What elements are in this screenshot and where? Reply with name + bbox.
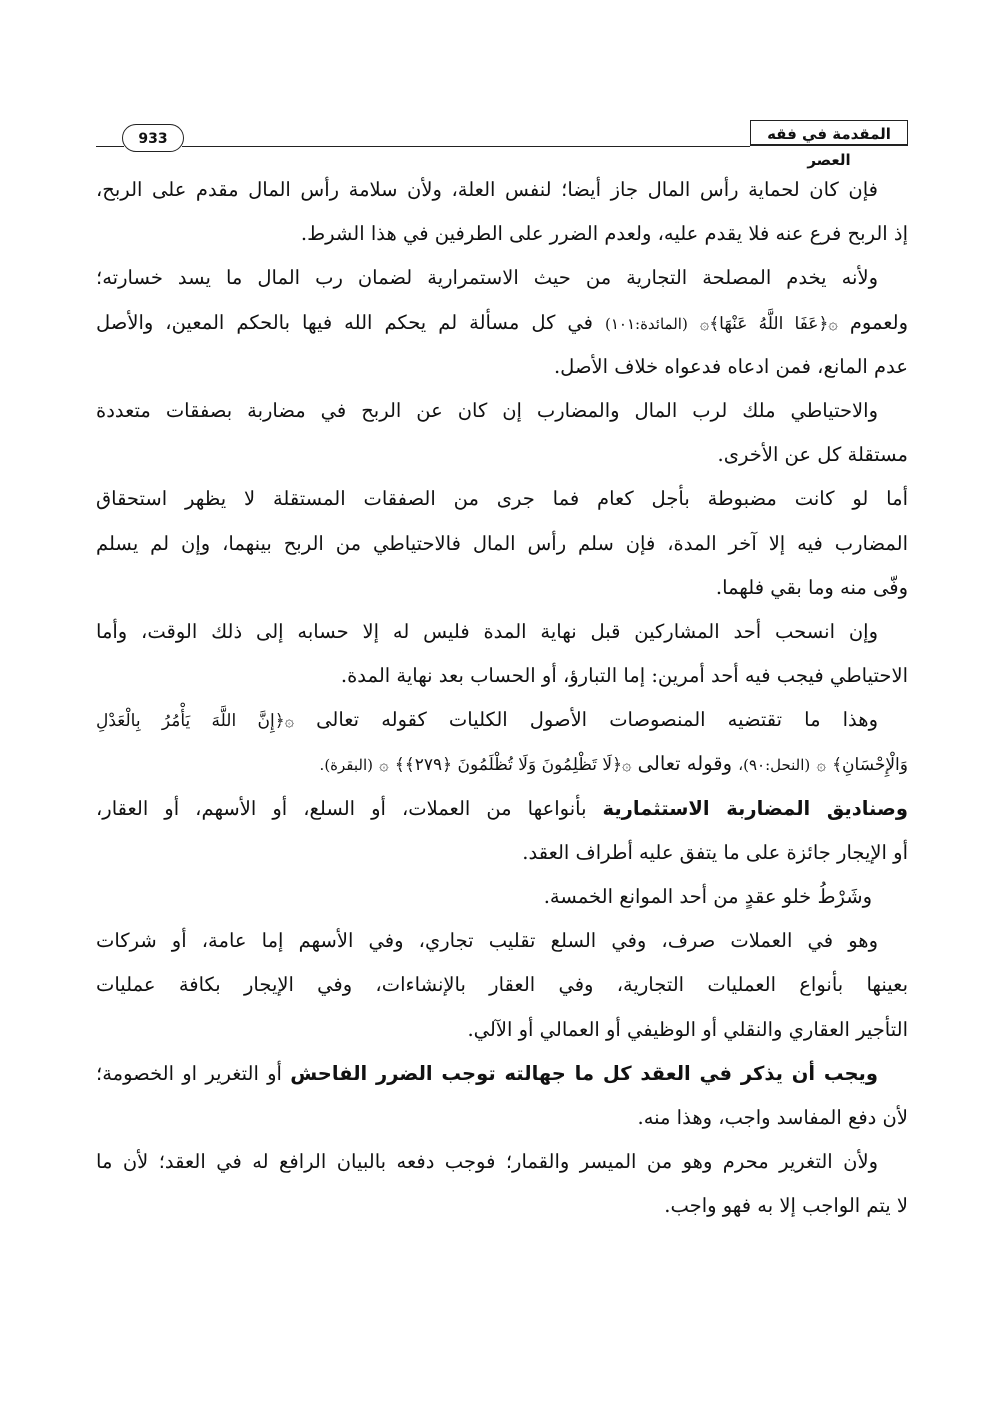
text-line: التأجير العقاري والنقلي أو الوظيفي أو العمالي أو الآلي. xyxy=(467,1017,908,1041)
ornament-icon: ۞ xyxy=(284,711,295,731)
paragraph-6 xyxy=(96,698,908,786)
text-line: وإن انسحب أحد المشاركين قبل نهاية المدة فليس له إلا حسابه إلى ذلك الوقت، وأما xyxy=(96,619,878,643)
text-line xyxy=(96,301,908,345)
body-text xyxy=(96,168,908,1229)
text-line xyxy=(96,698,908,742)
quran-quote: ﴿لَا تَظْلِمُونَ وَلَا تُظْلَمُونَ ﴿٢٧٩﴾﴾ xyxy=(394,755,623,776)
text-line: والاحتياطي ملك لرب المال والمضارب إن كان عن الربح في مضاربة بصفقات متعددة xyxy=(96,398,878,422)
paragraph-4 xyxy=(96,477,908,610)
running-header-title: المقدمة في فقه العصر xyxy=(750,120,908,146)
text-line: المضارب فيه إلا آخر المدة، فإن سلم رأس المال فالاحتياطي من الربح بينهما، وإن لم يسلم xyxy=(96,531,908,555)
text-line: إذ الربح فرع عنه فلا يقدم عليه، ولعدم الضرر على الطرفين في هذا الشرط. xyxy=(300,222,908,246)
text-line: مستقلة كل عن الأخرى. xyxy=(717,443,908,467)
text-run: ولعموم xyxy=(849,310,908,334)
text-run: وهذا ما تقتضيه المنصوصات الأصول الكليات كقوله تعالى xyxy=(316,708,878,732)
ornament-icon: ۞ xyxy=(816,755,826,775)
quran-quote: ﴿إِنَّ اللَّهَ يَأْمُرُ بِالْعَدْلِ xyxy=(96,711,285,732)
text-line: وفّى منه وما بقي فلهما. xyxy=(715,575,908,599)
text-line: أما لو كانت مضبوطة بأجل كعام فما جرى من الصفقات المستقلة لا يظهر استحقاق xyxy=(96,487,908,511)
text-line: بعينها بأنواع العمليات التجارية، وفي العقار بالإنشاءات، وفي الإيجار بكافة عمليات xyxy=(96,973,908,997)
paragraph-5 xyxy=(96,610,908,698)
ornament-icon: ۞ xyxy=(699,313,710,333)
text-line: أو الإيجار جائزة على ما يتفق عليه أطراف العقد. xyxy=(522,840,908,864)
text-line xyxy=(96,742,908,786)
ornament-icon: ۞ xyxy=(622,755,632,775)
text-run: وقوله تعالى xyxy=(637,752,733,776)
text-run: بأنواعها من العملات، أو السلع، أو الأسهم، أو العقار، xyxy=(96,796,587,820)
paragraph-10 xyxy=(96,1052,908,1140)
text-line: عدم المانع، فمن ادعاه فدعواه خلاف الأصل. xyxy=(553,354,908,378)
paragraph-8 xyxy=(96,875,908,919)
verse-reference: (المائدة:١٠١) xyxy=(604,314,688,333)
paragraph-7 xyxy=(96,787,908,875)
header-rule-left xyxy=(96,146,124,147)
text-line: ولأنه يخدم المصلحة التجارية من حيث الاستمرارية لضمان رب المال ما يسد خسارته؛ xyxy=(96,266,878,290)
paragraph-11 xyxy=(96,1140,908,1228)
text-line: الاحتياطي فيجب فيه أحد أمرين: إما التبارؤ، أو الحساب بعد نهاية المدة. xyxy=(340,664,908,688)
text-line: فإن كان لحماية رأس المال جاز أيضا؛ لنفس العلة، ولأن سلامة رأس المال مقدم على الربح، xyxy=(96,178,878,201)
paragraph-2 xyxy=(96,256,908,389)
text-run: أو التغرير او الخصومة؛ xyxy=(96,1061,282,1085)
text-line: لأن دفع المفاسد واجب، وهذا منه. xyxy=(637,1105,908,1129)
bold-heading: وصناديق المضاربة الاستثمارية xyxy=(602,796,908,820)
text-run: في كل مسألة لم يحكم الله فيها بالحكم المعين، والأصل xyxy=(96,310,593,334)
header-rule-main xyxy=(182,146,750,147)
text-line xyxy=(96,787,908,831)
verse-reference: (النحل:٩٠)، xyxy=(738,756,811,775)
text-line: لا يتم الواجب إلا به فهو واجب. xyxy=(664,1194,908,1218)
text-line: وهو في العملات صرف، وفي السلع تقليب تجاري، وفي الأسهم إما عامة، أو شركات xyxy=(96,929,878,953)
text-line: وشَرْطُ خلو عقدٍ من أحد الموانع الخمسة. xyxy=(543,885,872,908)
ornament-icon: ۞ xyxy=(379,755,389,775)
paragraph-1 xyxy=(96,168,908,256)
bold-heading: ويجب أن يذكر في العقد كل ما جهالته توجب الضرر الفاحش xyxy=(290,1061,879,1085)
paragraph-9 xyxy=(96,919,908,1052)
ornament-icon: ۞ xyxy=(828,313,838,333)
text-line: ولأن التغرير محرم وهو من الميسر والقمار؛ فوجب دفعه بالبيان الرافع له في العقد؛ لأن ما xyxy=(96,1150,878,1174)
text-line xyxy=(96,1052,908,1096)
quran-quote: ﴿عَفَا اللَّهُ عَنْهَا﴾ xyxy=(709,313,829,334)
paragraph-3 xyxy=(96,389,908,477)
page-number: 933 xyxy=(122,124,184,152)
quran-quote: وَالْإِحْسَانِ﴾ xyxy=(832,755,908,776)
verse-reference: (البقرة). xyxy=(319,756,374,775)
